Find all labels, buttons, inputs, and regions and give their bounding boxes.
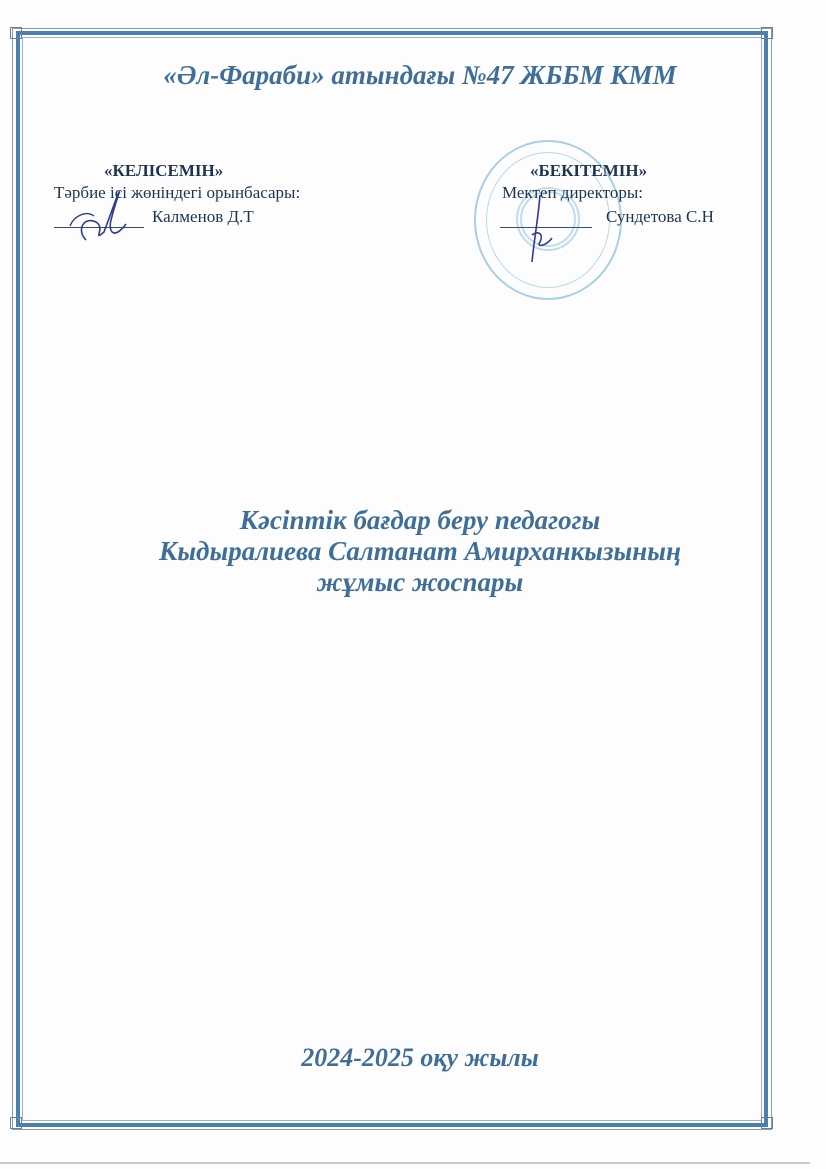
- document-title-line3: жұмыс жоспары: [316, 567, 524, 597]
- scan-edge: [0, 1162, 810, 1164]
- approval-left-heading: «КЕЛІСЕМІН»: [104, 161, 224, 180]
- approval-right-name: Сундетова С.Н: [606, 207, 714, 226]
- document-title-line1: Кәсіптік бағдар беру педагогы: [239, 505, 601, 535]
- approval-right-heading: «БЕКІТЕМІН»: [530, 161, 648, 180]
- border-corner: [10, 1117, 22, 1129]
- border-corner: [10, 27, 22, 39]
- document-title: [0, 505, 826, 598]
- approval-left-position: Тәрбие ісі жөніндегі орынбасары:: [54, 183, 301, 202]
- school-title: «Әл-Фараби» атындағы №47 ЖББМ КММ: [163, 60, 677, 90]
- border-corner: [761, 1117, 773, 1129]
- border-corner: [761, 27, 773, 39]
- signature-right: [518, 190, 568, 270]
- document-title-line2: Кыдыралиева Салтанат Амирханкызының: [159, 536, 681, 566]
- approval-right-position: Мектеп директоры:: [502, 183, 643, 202]
- approval-left-name: Калменов Д.Т: [152, 207, 254, 226]
- signature-left: [56, 180, 136, 252]
- academic-year: 2024-2025 оқу жылы: [301, 1043, 539, 1072]
